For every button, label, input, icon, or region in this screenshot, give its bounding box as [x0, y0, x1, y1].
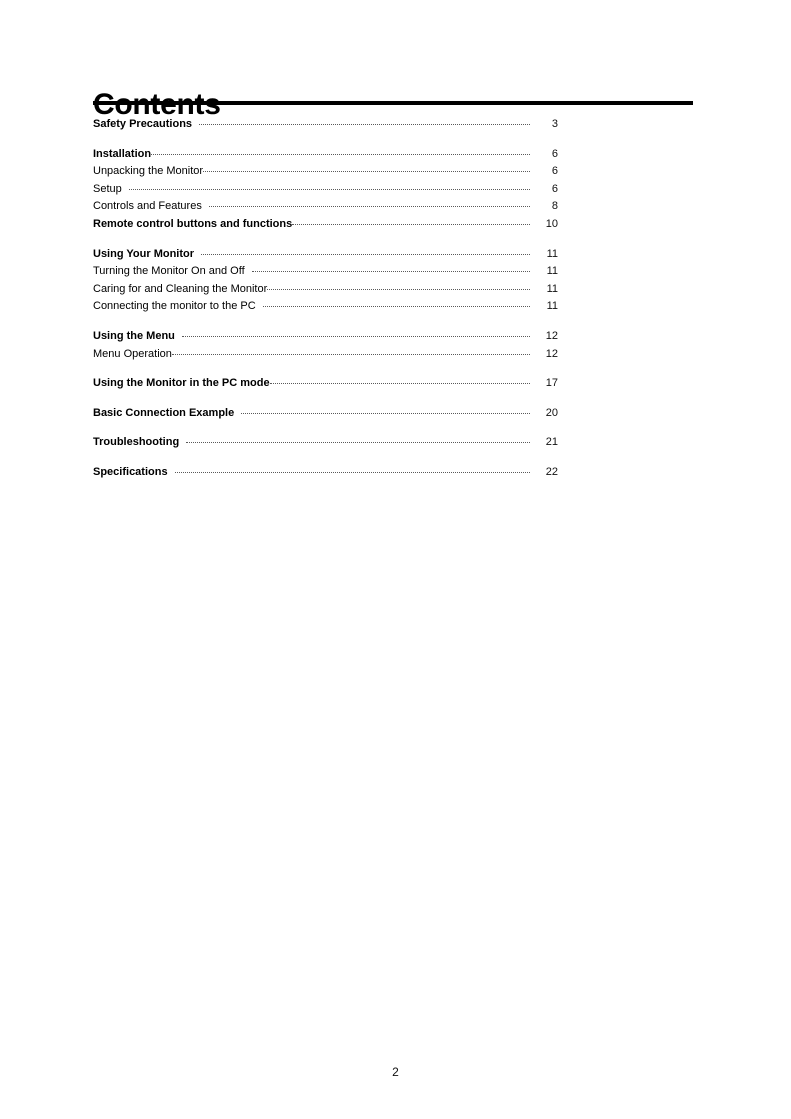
toc-dot-leader [129, 181, 530, 192]
toc-entry[interactable] [93, 246, 558, 264]
toc-entry-page-number: 12 [545, 329, 558, 342]
toc-entry-page-number: 11 [546, 265, 558, 278]
toc-entry-label: Installation [93, 147, 152, 160]
toc-entry-page-number: 8 [551, 200, 558, 213]
toc-entry-page-number: 10 [545, 217, 558, 230]
toc-entry-label: Unpacking the Monitor [93, 165, 204, 178]
toc-entry-page-number: 6 [551, 165, 558, 178]
toc-dot-leader [186, 434, 530, 445]
toc-group [93, 464, 558, 482]
toc-dot-leader [182, 328, 530, 339]
toc-entry[interactable] [93, 405, 558, 423]
toc-entry-label: Setup [93, 182, 122, 195]
toc-entry-page-number: 21 [545, 436, 558, 449]
toc-entry[interactable] [93, 263, 558, 281]
toc-entry-label: Using Your Monitor [93, 247, 195, 260]
toc-entry-page-number: 11 [546, 282, 558, 295]
toc-entry-label: Troubleshooting [93, 436, 180, 449]
toc-entry-label: Using the Menu [93, 329, 175, 342]
toc-group [93, 375, 558, 393]
toc-entry[interactable] [93, 346, 558, 364]
toc-dot-leader [270, 375, 530, 386]
toc-dot-leader [241, 405, 530, 416]
toc-group [93, 116, 558, 134]
toc-entry[interactable] [93, 216, 558, 234]
toc-dot-leader [172, 346, 530, 357]
toc-entry-label: Caring for and Cleaning the Monitor [93, 282, 268, 295]
toc-entry[interactable] [93, 434, 558, 452]
toc-entry-label: Basic Connection Example [93, 406, 235, 419]
toc-entry[interactable] [93, 375, 558, 393]
toc-dot-leader [151, 146, 530, 157]
table-of-contents [93, 116, 558, 482]
toc-entry[interactable] [93, 146, 558, 164]
toc-group [93, 246, 558, 316]
toc-entry-label: Safety Precautions [93, 118, 193, 130]
toc-dot-leader [175, 464, 530, 475]
toc-entry-page-number: 3 [551, 118, 558, 130]
toc-dot-leader [199, 116, 530, 127]
toc-entry[interactable] [93, 116, 558, 134]
toc-entry[interactable] [93, 163, 558, 181]
toc-entry-page-number: 17 [545, 377, 558, 390]
toc-entry[interactable] [93, 464, 558, 482]
toc-dot-leader [209, 198, 530, 209]
toc-entry-page-number: 20 [545, 406, 558, 419]
toc-entry[interactable] [93, 181, 558, 199]
toc-entry-label: Using the Monitor in the PC mode [93, 377, 270, 390]
toc-entry[interactable] [93, 281, 558, 299]
toc-dot-leader [292, 216, 530, 227]
toc-entry-page-number: 12 [545, 347, 558, 360]
page-folio-number: 2 [392, 1065, 399, 1079]
toc-entry-label: Specifications [93, 465, 168, 478]
toc-dot-leader [201, 246, 530, 257]
toc-group [93, 146, 558, 234]
toc-group [93, 405, 558, 423]
toc-entry-page-number: 11 [546, 300, 558, 313]
toc-entry-page-number: 11 [546, 247, 558, 260]
toc-entry[interactable] [93, 298, 558, 316]
toc-entry-label: Controls and Features [93, 200, 202, 213]
toc-dot-leader [203, 163, 530, 174]
toc-dot-leader [252, 263, 530, 274]
toc-entry[interactable] [93, 328, 558, 346]
toc-entry-label: Remote control buttons and functions [93, 217, 293, 230]
toc-entry-page-number: 22 [545, 465, 558, 478]
toc-dot-leader [267, 281, 530, 292]
toc-entry-label: Connecting the monitor to the PC [93, 300, 256, 313]
title-divider-rule [93, 101, 693, 105]
toc-group [93, 434, 558, 452]
toc-entry-page-number: 6 [551, 182, 558, 195]
toc-group [93, 328, 558, 363]
toc-entry-page-number: 6 [551, 147, 558, 160]
toc-entry-label: Menu Operation [93, 347, 172, 360]
toc-entry[interactable] [93, 198, 558, 216]
toc-dot-leader [263, 298, 530, 309]
toc-entry-label: Turning the Monitor On and Off [93, 265, 245, 278]
